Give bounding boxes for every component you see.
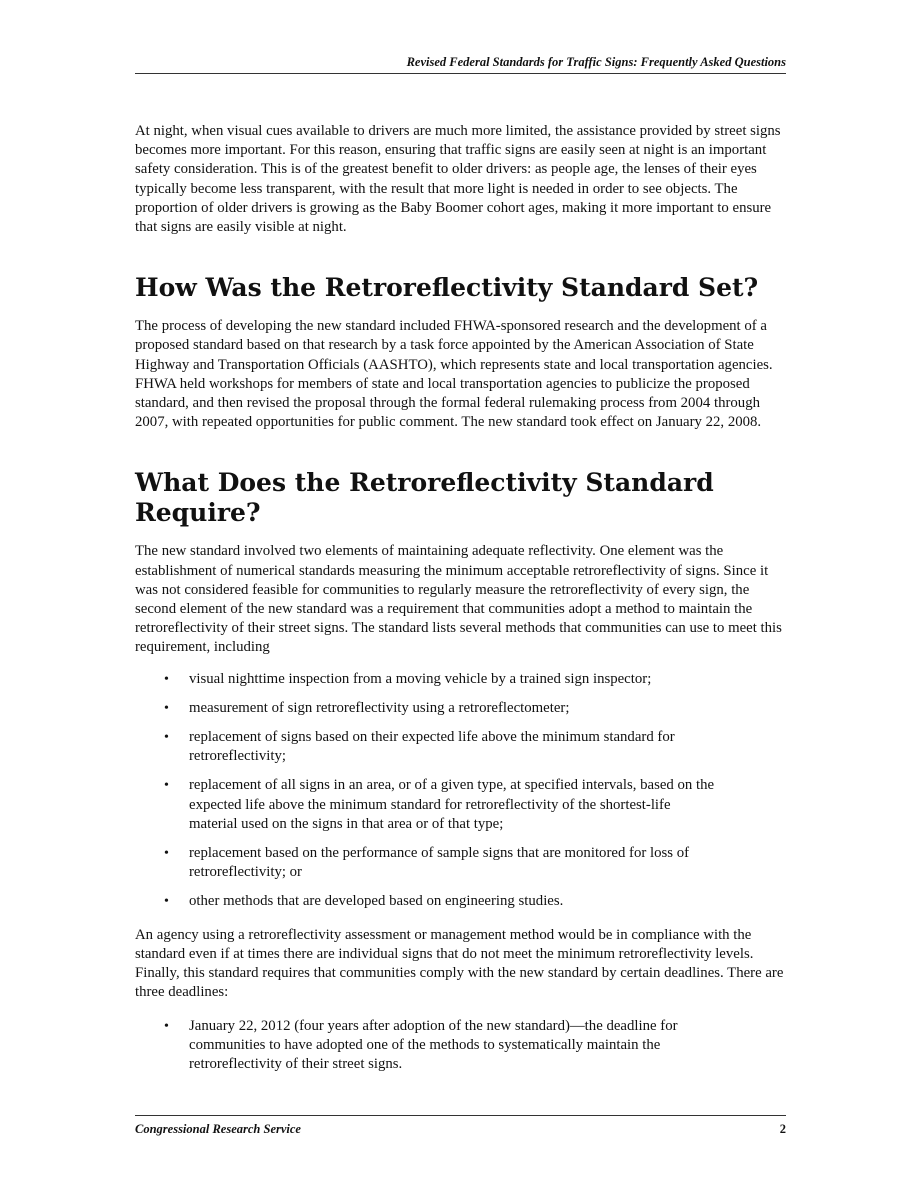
- list-item-text: January 22, 2012 (four years after adoption of the new standard)—the deadline for communities to have adopted one of the methods to systematically maintain the retroreflectivity of their street signs.: [189, 1017, 678, 1072]
- paragraph-standard-elements: The new standard involved two elements of maintaining adequate reflectivity. One element was the establishment of numerical standards measuring the minimum acceptable retroreflectivity of signs. Since it was not considered feasible for communities to regularly measure the retroreflectivity of every sign, the second element of the new standard was a requirement that communities adopt a method to maintain the retroreflectivity of their street signs. The standard lists several methods that communities can use to meet this requirement, including: [135, 543, 782, 656]
- list-item-text: replacement based on the performance of sample signs that are monitored for loss of retroreflectivity; or: [189, 845, 690, 881]
- page-footer: [135, 1115, 786, 1137]
- bullet-icon: •: [164, 730, 169, 746]
- paragraph-standard-process: The process of developing the new standard included FHWA-sponsored research and the development of a proposed standard based on that research by a task force appointed by the American Association of State Highway and Transportation Officials (AASHTO), which represents state and local transportation agencies. FHWA held workshops for members of state and local transportation agencies to publicize the proposed standard, and then revised the proposal through the formal federal rulemaking process from 2004 through 2007, with repeated opportunities for public comment. The new standard took effect on January 22, 2008.: [135, 318, 773, 431]
- list-item-text: measurement of sign retroreflectivity using a retroreflectometer;: [189, 699, 570, 716]
- footer-source: Congressional Research Service: [135, 1122, 301, 1136]
- section-heading-standard-set: How Was the Retroreflectivity Standard Set?: [135, 273, 759, 303]
- bullet-icon: •: [164, 778, 169, 794]
- page-number: 2: [779, 1122, 786, 1136]
- bullet-icon: •: [164, 846, 169, 862]
- list-item-text: other methods that are developed based on engineering studies.: [189, 893, 564, 910]
- list-item: [135, 670, 785, 689]
- list-item-text: replacement of all signs in an area, or of a given type, at specified intervals, based on the expected life above the minimum standard for retroreflectivity of the shortest-life material used on the signs in that area or of that type;: [189, 777, 715, 832]
- list-item: [135, 776, 785, 834]
- list-item: [135, 1017, 785, 1075]
- bullet-icon: •: [164, 671, 169, 687]
- document-body: [135, 122, 785, 1088]
- list-item: [135, 699, 785, 718]
- section-heading-standard-require: What Does the Retroreflectivity Standard Require?: [135, 468, 714, 528]
- list-item: [135, 728, 785, 766]
- list-item-text: visual nighttime inspection from a moving vehicle by a trained sign inspector;: [189, 670, 652, 687]
- paragraph-night-visibility: At night, when visual cues available to drivers are much more limited, the assistance provided by street signs becomes more important. For this reason, ensuring that traffic signs are easily seen at night is an important safety consideration. This is of the greatest benefit to older drivers: as people age, the lenses of their eyes typically become less transparent, with the result that more light is needed in order to see objects. The proportion of older drivers is growing as the Baby Boomer cohort ages, making it more important to ensure that signs are easily visible at night.: [135, 123, 781, 236]
- methods-list: [135, 670, 785, 912]
- running-header: Revised Federal Standards for Traffic Signs: Frequently Asked Questions: [135, 55, 786, 74]
- list-item: [135, 844, 785, 882]
- paragraph-compliance-deadlines: An agency using a retroreflectivity assessment or management method would be in compliance with the standard even if at times there are individual signs that do not meet the minimum retroreflectivity levels. Finally, this standard requires that communities comply with the new standard by certain deadlines. There are three deadlines:: [135, 926, 784, 1001]
- deadlines-list: [135, 1017, 785, 1075]
- list-item-text: replacement of signs based on their expected life above the minimum standard for retroreflectivity;: [189, 729, 675, 765]
- bullet-icon: •: [164, 700, 169, 716]
- bullet-icon: •: [164, 1018, 169, 1034]
- bullet-icon: •: [164, 894, 169, 910]
- list-item: [135, 892, 785, 911]
